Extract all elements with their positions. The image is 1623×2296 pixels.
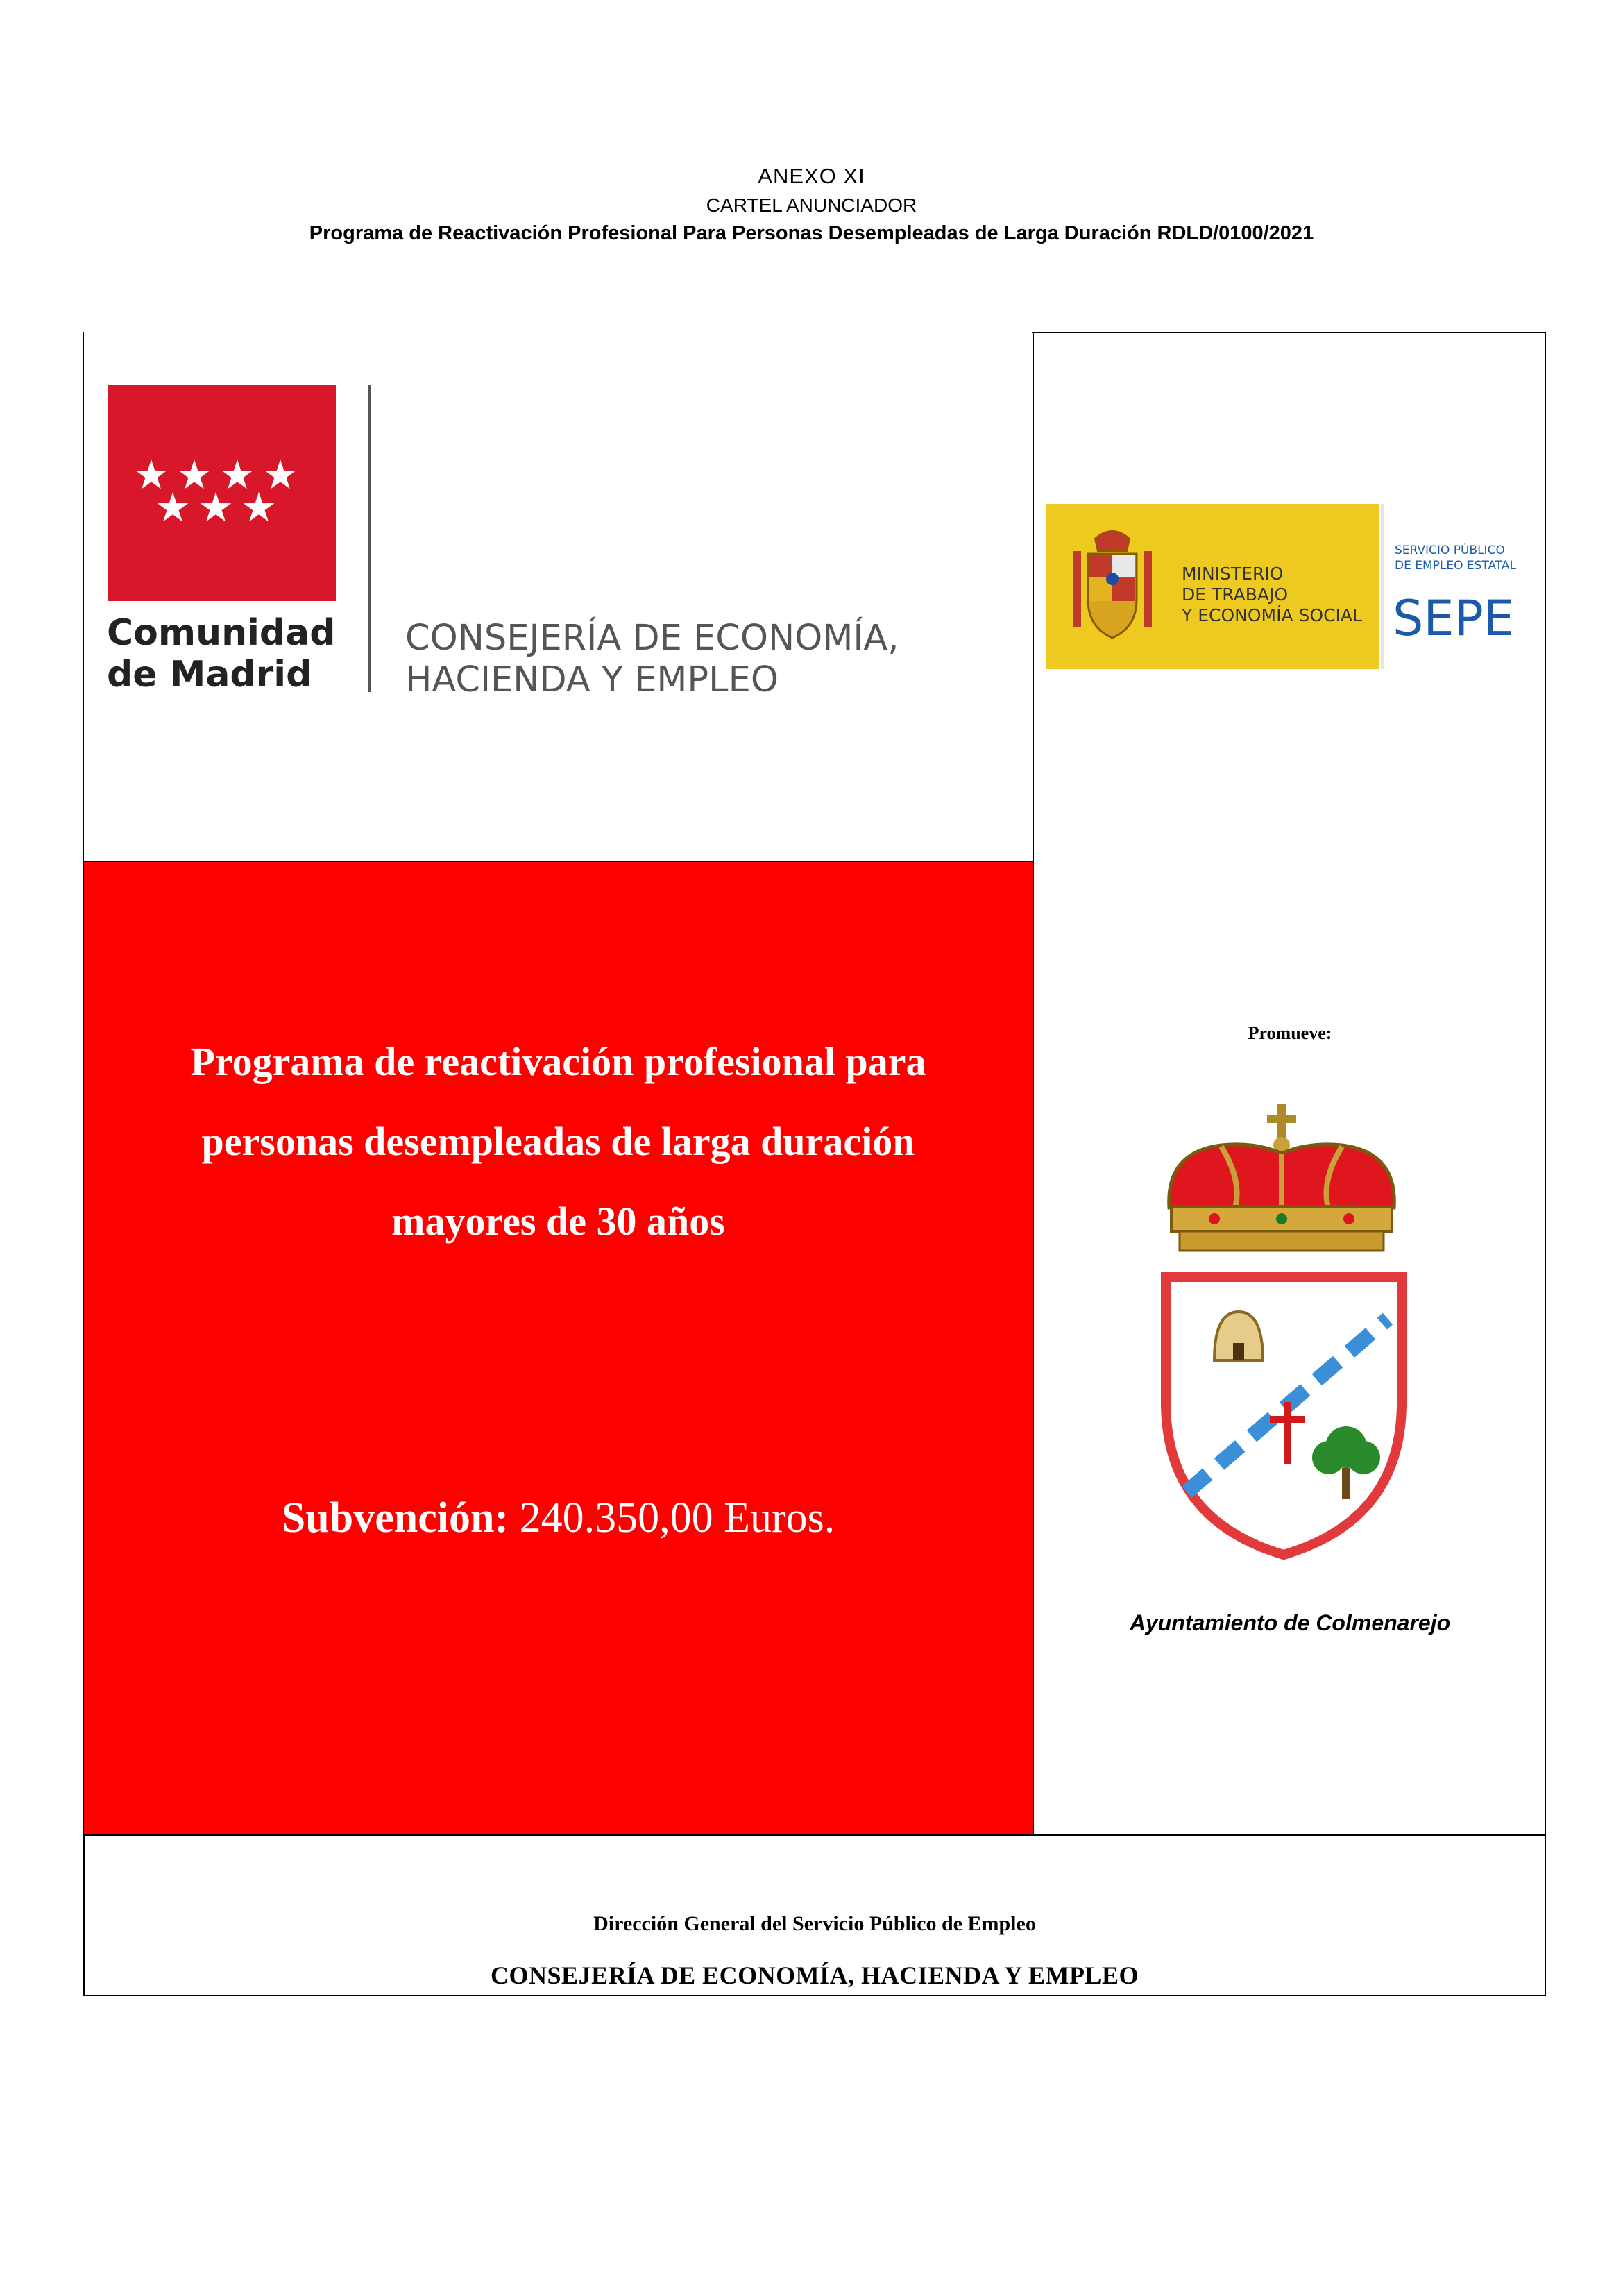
consejeria-logo-text (405, 618, 899, 701)
star-icon: ★ (133, 451, 169, 498)
program-title-line2: personas desempleadas de larga duración (201, 1119, 915, 1164)
promoter-label: Promueve: (1248, 1023, 1332, 1043)
sepe-wordmark: SEPE (1393, 590, 1515, 647)
program-panel (84, 862, 1033, 1834)
star-icon: ★ (219, 451, 255, 498)
annex-title: ANEXO XI (758, 164, 865, 188)
consejeria-line1: CONSEJERÍA DE ECONOMÍA, (405, 618, 899, 659)
logo-divider (368, 385, 371, 692)
consejeria-line2: HACIENDA Y EMPLEO (405, 659, 779, 700)
ministerio-line1: MINISTERIO (1182, 564, 1284, 584)
comunidad-name-line1: Comunidad (107, 612, 336, 654)
comunidad-madrid-name (107, 612, 335, 695)
subsidy-line (84, 1490, 1033, 1546)
footer-consejeria: CONSEJERÍA DE ECONOMÍA, HACIENDA Y EMPLEO (491, 1961, 1139, 1989)
sepe-small-line2: DE EMPLEO ESTATAL (1395, 559, 1516, 573)
ministerio-text (1182, 564, 1362, 626)
spain-coat-of-arms-icon (1067, 523, 1157, 648)
subsidy-value: 240.350,00 Euros. (519, 1494, 835, 1542)
star-icon: ★ (198, 484, 234, 531)
star-icon: ★ (262, 451, 298, 498)
cartel-subtitle: CARTEL ANUNCIADOR (706, 194, 917, 216)
footer-direction: Dirección General del Servicio Público de Empleo (593, 1912, 1036, 1935)
program-title-line1: Programa de reactivación profesional para (190, 1039, 926, 1084)
ministerio-line2: DE TRABAJO (1182, 584, 1289, 605)
program-title (112, 1022, 1005, 1261)
subsidy-label: Subvención: (281, 1494, 509, 1542)
promoter-name: Ayuntamiento de Colmenarejo (1129, 1610, 1451, 1635)
star-icon: ★ (176, 451, 212, 498)
star-icon: ★ (155, 484, 191, 531)
footer-divider (84, 1834, 1545, 1836)
sepe-subtitle (1395, 543, 1516, 573)
comunidad-name-line2: de Madrid (107, 654, 312, 695)
document-header (0, 161, 1623, 247)
colmenarejo-coat-of-arms-icon (1138, 1104, 1429, 1562)
star-icon: ★ (241, 484, 277, 531)
program-reference: Programa de Reactivación Profesional Para Personas Desempleadas de Larga Duración RDLD/0100/2021 (309, 222, 1314, 244)
ministerio-line3: Y ECONOMÍA SOCIAL (1182, 605, 1362, 625)
sepe-small-line1: SERVICIO PÚBLICO (1395, 543, 1505, 557)
program-title-line3: mayores de 30 años (391, 1199, 725, 1244)
